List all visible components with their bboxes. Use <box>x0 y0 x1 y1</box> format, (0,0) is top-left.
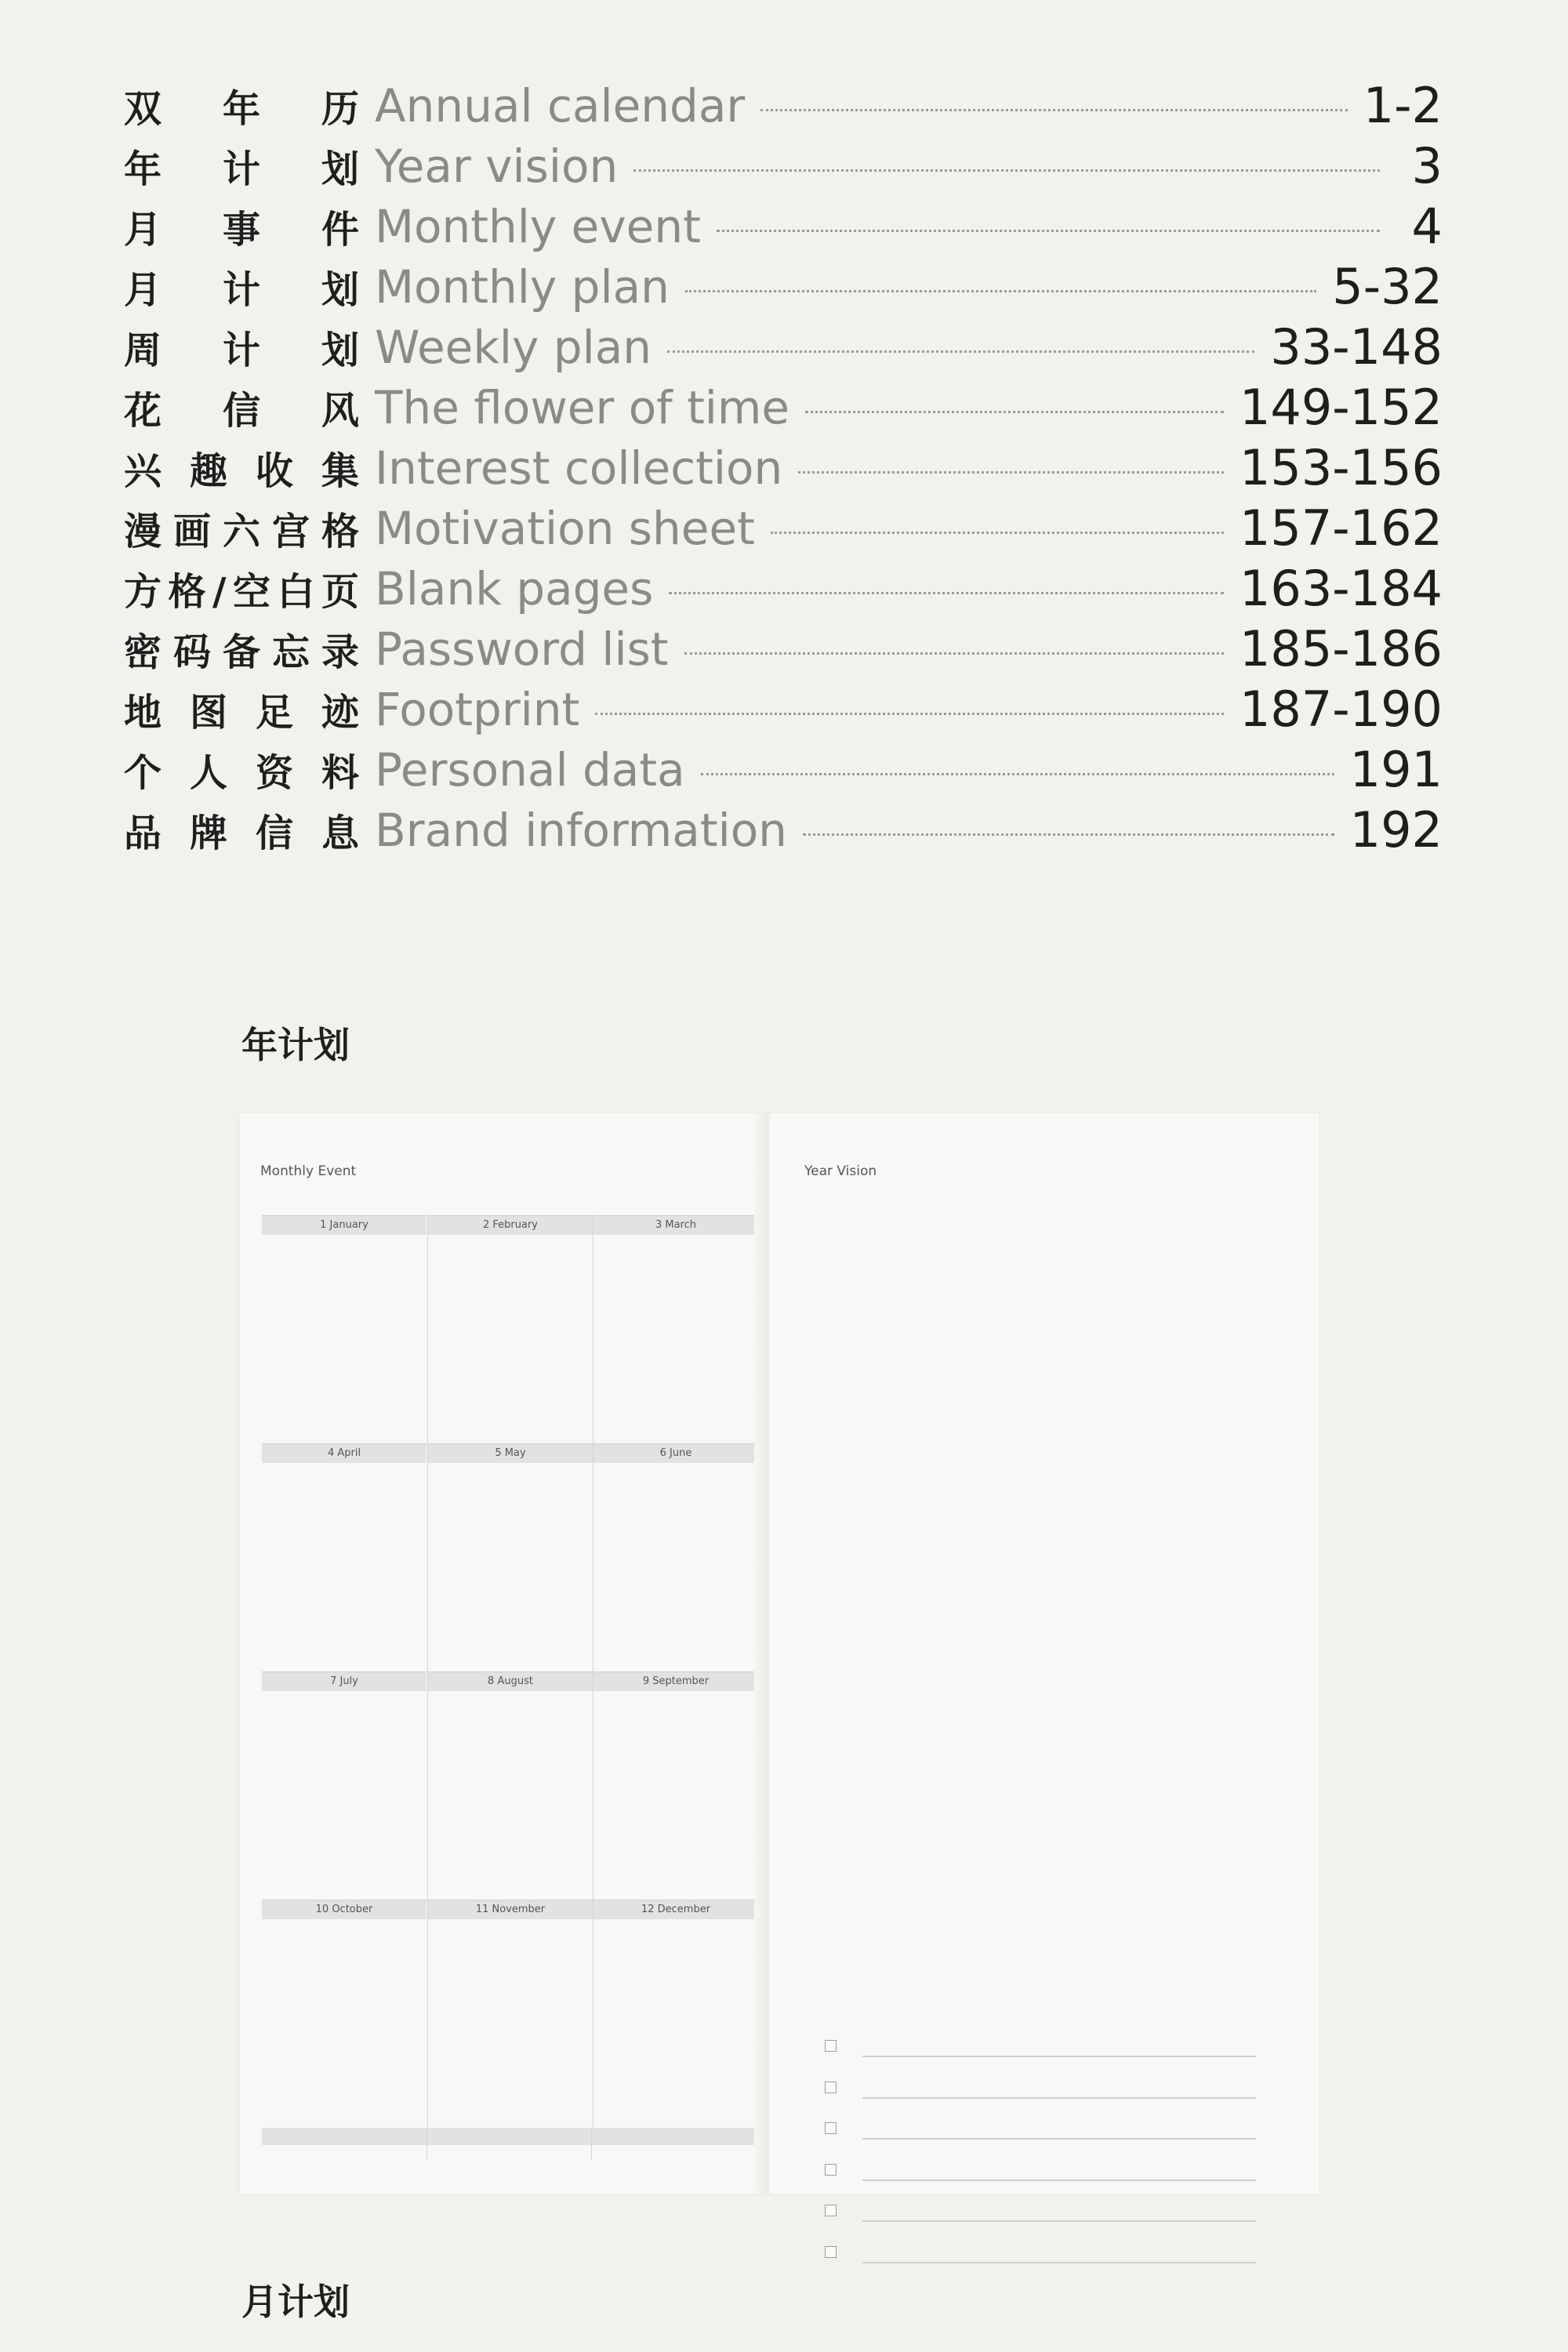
month-header: 12 December <box>593 1900 758 1919</box>
toc-row[interactable] <box>124 619 1443 679</box>
year-plan-spread <box>240 1113 1319 2194</box>
toc-page-range: 185-186 <box>1239 620 1443 677</box>
toc-chinese-title: 漫画六宫格 <box>124 510 359 554</box>
toc-row[interactable] <box>124 256 1443 317</box>
toc-row[interactable] <box>124 437 1443 498</box>
writing-line[interactable] <box>862 2138 1256 2140</box>
month-row <box>262 1900 759 2128</box>
monthly-event-label: Monthly Event <box>260 1163 357 1179</box>
toc-page-range: 153-156 <box>1239 439 1443 496</box>
month-cell[interactable] <box>593 1671 758 1900</box>
toc-leader-dots <box>701 773 1334 775</box>
toc-leader-dots <box>667 350 1254 353</box>
toc-leader-dots <box>805 411 1224 413</box>
checkbox-icon[interactable] <box>825 2246 837 2258</box>
toc-english-title: Blank pages <box>375 561 654 615</box>
checkbox-icon[interactable] <box>825 2040 837 2052</box>
toc-english-title: Year vision <box>375 139 619 193</box>
toc-row[interactable] <box>124 75 1443 136</box>
month-header: 2 February <box>428 1215 593 1235</box>
month-header: 1 January <box>262 1215 426 1235</box>
month-header: 9 September <box>593 1671 758 1691</box>
vision-item <box>825 2246 1264 2288</box>
month-grid-footer <box>262 2128 759 2145</box>
toc-chinese-title: 方格/空白页 <box>124 570 359 614</box>
writing-line[interactable] <box>862 2097 1256 2099</box>
month-cell[interactable] <box>262 1215 426 1443</box>
month-cell[interactable] <box>427 1215 593 1443</box>
toc-leader-dots <box>803 833 1334 836</box>
month-header: 11 November <box>428 1900 593 1919</box>
toc-english-title: Monthly plan <box>375 260 670 314</box>
toc-english-title: Monthly event <box>375 199 701 253</box>
toc-leader-dots <box>717 230 1380 232</box>
table-of-contents <box>124 75 1443 860</box>
vision-item <box>825 2205 1264 2246</box>
toc-english-title: Weekly plan <box>375 320 652 374</box>
toc-chinese-title: 兴趣收集 <box>124 449 359 493</box>
section-title-month-plan: 月计划 <box>241 2281 350 2323</box>
month-grid <box>262 1215 759 2128</box>
month-header: 4 April <box>262 1443 426 1463</box>
section-title-year-plan: 年计划 <box>241 1024 350 1066</box>
toc-english-title: Personal data <box>375 742 685 797</box>
month-header: 8 August <box>428 1671 593 1691</box>
toc-leader-dots <box>685 290 1316 292</box>
toc-row[interactable] <box>124 679 1443 739</box>
month-cell[interactable] <box>427 1443 593 1671</box>
toc-chinese-title: 月计划 <box>124 268 359 312</box>
month-cell[interactable] <box>262 1671 426 1900</box>
toc-page-range: 192 <box>1349 801 1443 858</box>
month-header: 6 June <box>593 1443 758 1463</box>
toc-page-range: 157-162 <box>1239 499 1443 557</box>
toc-page-range: 3 <box>1411 137 1443 194</box>
month-row <box>262 1443 759 1671</box>
toc-row[interactable] <box>124 558 1443 619</box>
toc-chinese-title: 个人资料 <box>124 751 359 795</box>
toc-chinese-title: 密码备忘录 <box>124 630 359 674</box>
writing-line[interactable] <box>862 2220 1256 2222</box>
month-cell[interactable] <box>593 1215 758 1443</box>
toc-page-range: 1-2 <box>1363 77 1443 134</box>
month-header: 10 October <box>262 1900 426 1919</box>
month-header: 7 July <box>262 1671 426 1691</box>
checkbox-icon[interactable] <box>825 2164 837 2176</box>
toc-leader-dots <box>669 592 1224 594</box>
toc-row[interactable] <box>124 196 1443 256</box>
month-row <box>262 1671 759 1900</box>
grid-divider <box>426 2128 427 2159</box>
toc-chinese-title: 地图足迹 <box>124 691 359 735</box>
month-header: 3 March <box>593 1215 758 1235</box>
toc-chinese-title: 双年历 <box>124 87 359 131</box>
toc-leader-dots <box>684 652 1224 655</box>
toc-page-range: 149-152 <box>1239 379 1443 436</box>
toc-chinese-title: 年计划 <box>124 147 359 191</box>
toc-row[interactable] <box>124 739 1443 800</box>
writing-line[interactable] <box>862 2056 1256 2057</box>
month-cell[interactable] <box>427 1900 593 2128</box>
toc-leader-dots <box>798 471 1224 474</box>
month-header: 5 May <box>428 1443 593 1463</box>
toc-english-title: Footprint <box>375 682 580 736</box>
toc-english-title: Annual calendar <box>375 78 746 132</box>
toc-page-range: 163-184 <box>1239 560 1443 617</box>
toc-english-title: Motivation sheet <box>375 501 755 555</box>
toc-page-range: 33-148 <box>1270 318 1443 376</box>
toc-row[interactable] <box>124 377 1443 437</box>
month-cell[interactable] <box>262 1443 426 1671</box>
grid-divider <box>591 2128 592 2159</box>
month-cell[interactable] <box>262 1900 426 2128</box>
toc-chinese-title: 花信风 <box>124 389 359 433</box>
year-vision-page <box>770 1113 1319 2194</box>
writing-line[interactable] <box>862 2262 1256 2263</box>
vision-item <box>825 2040 1264 2082</box>
toc-english-title: Brand information <box>375 803 787 857</box>
month-cell[interactable] <box>593 1900 758 2128</box>
toc-page-range: 187-190 <box>1239 681 1443 738</box>
toc-leader-dots <box>771 532 1224 534</box>
toc-english-title: Interest collection <box>375 441 783 495</box>
vision-item <box>825 2082 1264 2123</box>
toc-page-range: 5-32 <box>1332 258 1443 315</box>
toc-page-range: 4 <box>1411 198 1443 255</box>
month-cell[interactable] <box>593 1443 758 1671</box>
toc-row[interactable] <box>124 136 1443 196</box>
vision-item <box>825 2122 1264 2164</box>
toc-row[interactable] <box>124 317 1443 377</box>
writing-line[interactable] <box>862 2180 1256 2181</box>
toc-chinese-title: 周计划 <box>124 328 359 372</box>
vision-item <box>825 2164 1264 2205</box>
toc-english-title: Password list <box>375 622 669 676</box>
month-cell[interactable] <box>427 1671 593 1900</box>
toc-leader-dots <box>760 109 1347 111</box>
vision-checklist <box>825 2040 1264 2287</box>
toc-leader-dots <box>633 169 1380 172</box>
month-row <box>262 1215 759 1443</box>
toc-chinese-title: 月事件 <box>124 208 359 252</box>
toc-chinese-title: 品牌信息 <box>124 811 359 855</box>
toc-row[interactable] <box>124 800 1443 860</box>
toc-leader-dots <box>595 713 1224 715</box>
checkbox-icon[interactable] <box>825 2082 837 2093</box>
toc-row[interactable] <box>124 498 1443 558</box>
checkbox-icon[interactable] <box>825 2122 837 2134</box>
toc-page-range: 191 <box>1349 741 1443 798</box>
checkbox-icon[interactable] <box>825 2205 837 2216</box>
year-vision-label: Year Vision <box>804 1163 877 1179</box>
toc-english-title: The flower of time <box>375 380 790 434</box>
monthly-event-page <box>240 1113 765 2194</box>
